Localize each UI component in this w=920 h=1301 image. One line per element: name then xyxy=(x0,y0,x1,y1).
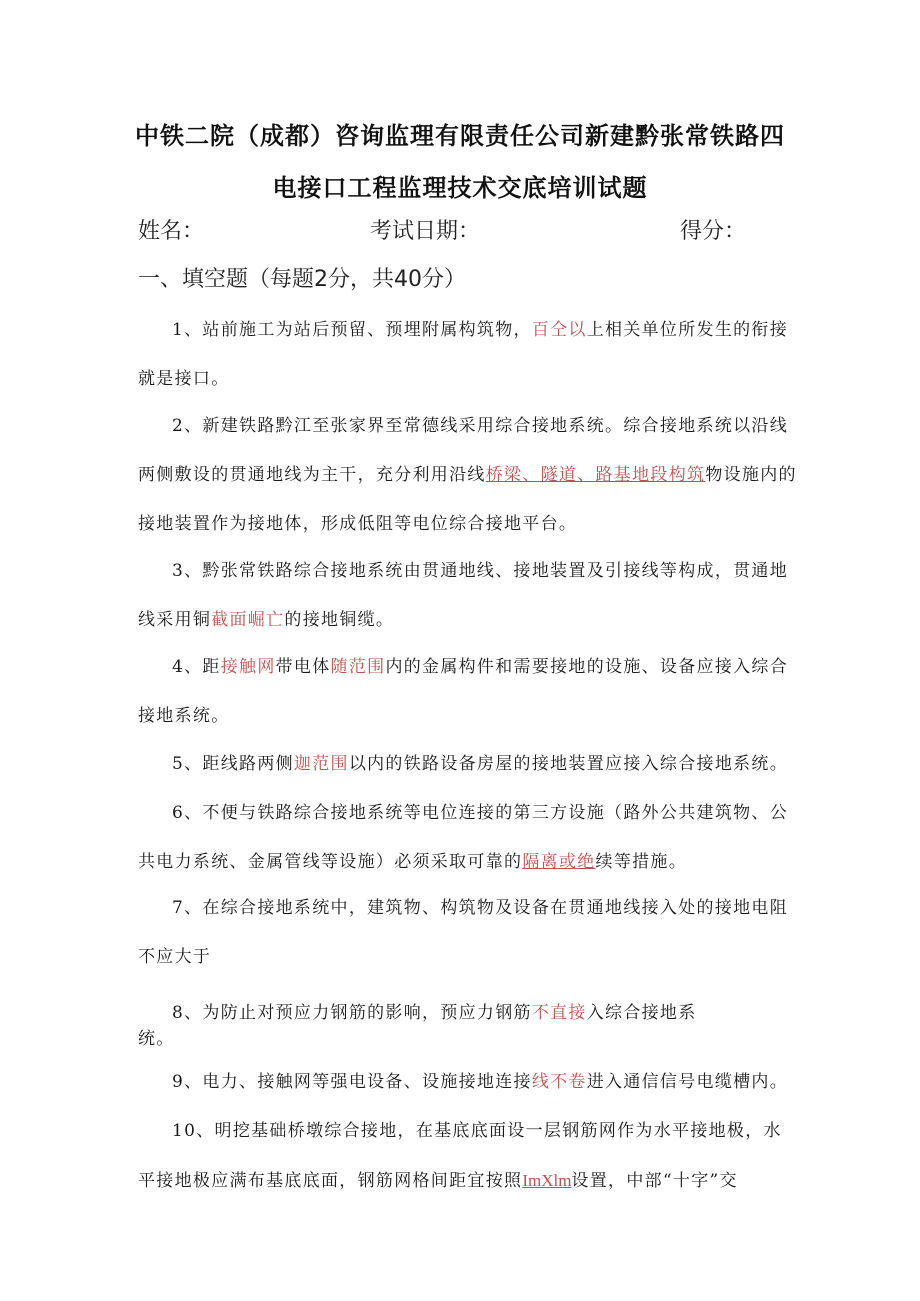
question-text: 物设施内的接地装置作为接地体，形成低阻等电位综合接地平台。 xyxy=(138,465,797,534)
answer-text: 线不卷 xyxy=(531,1072,587,1092)
question-text: 2、新建铁路黔江至张家界至常德线采用综合接地系统。综合接地系统以沿线两侧敷设的贯通地线为主干，充分利用沿线 xyxy=(138,416,789,485)
answer-text: 接触网 xyxy=(220,657,276,677)
question-text: 9、电力、接触网等强电设备、设施接地连接 xyxy=(172,1072,532,1092)
answer-text: 不直接 xyxy=(531,1003,587,1023)
question-text: 带电体 xyxy=(275,657,331,677)
question-text: 3、黔张常铁路综合接地系统由贯通地线、接地装置及引接线等构成，贯通地线采用铜 xyxy=(138,561,789,630)
exam-date-label: 考试日期： xyxy=(370,219,481,244)
question-text: 入综合接地系 xyxy=(586,1003,697,1023)
question-text: 5、距线路两侧 xyxy=(172,754,294,774)
question-4 xyxy=(138,643,798,741)
question-8 xyxy=(138,1000,798,1052)
question-3 xyxy=(138,547,798,645)
question-text: 续等措施。 xyxy=(595,852,688,872)
question-text: 10、明挖基础桥墩综合接地，在基底底面设一层钢筋网作为水平接地极，水平接地极应满布基底底面，钢筋网格间距宜按照 xyxy=(138,1121,782,1191)
question-text: 进入通信信号电缆槽内。 xyxy=(586,1072,789,1092)
answer-text: 随范围 xyxy=(330,657,386,677)
answer-text: 迦范围 xyxy=(293,754,349,774)
title-line-1: 中铁二院（成都）咨询监理有限责任公司新建黔张常铁路四 xyxy=(135,122,785,150)
section-heading: 一、填空题（每题2分，共40分） xyxy=(138,267,466,292)
answer-text: 截面崛亡 xyxy=(211,610,285,630)
title-line-2: 电接口工程监理技术交底培训试题 xyxy=(272,174,648,202)
answer-text: ImXlm xyxy=(522,1171,572,1190)
answer-text: 桥梁、隧道、路基地段构筑 xyxy=(485,465,706,485)
question-text: 8、为防止对预应力钢筋的影响，预应力钢筋 xyxy=(172,1003,532,1023)
question-7 xyxy=(138,884,798,982)
question-text: 1、站前施工为站后预留、预埋附属构筑物， xyxy=(172,320,532,340)
question-text: 内的金属构件和需要接地的设施、设备应接入综合接地系统。 xyxy=(138,657,789,726)
answer-text: 百仝以 xyxy=(531,320,587,340)
question-2 xyxy=(138,402,798,549)
question-10 xyxy=(138,1107,798,1206)
question-text: 6、不便与铁路综合接地系统等电位连接的第三方设施（路外公共建筑物、公共电力系统、金属管线等设施）必须采取可靠的 xyxy=(138,803,789,872)
score-label: 得分： xyxy=(680,219,747,244)
question-text: 设置，中部“十字”交 xyxy=(571,1171,738,1191)
question-5 xyxy=(138,740,798,789)
question-6 xyxy=(138,789,798,887)
question-text: 以内的铁路设备房屋的接地装置应接入综合接地系统。 xyxy=(348,754,789,774)
exam-info-row xyxy=(138,214,788,250)
question-text: 上相关单位所发生的衔接就是接口。 xyxy=(138,320,789,389)
question-9 xyxy=(138,1058,798,1107)
question-text: 统。 xyxy=(138,1029,175,1049)
name-label: 姓名： xyxy=(138,219,205,244)
question-1 xyxy=(138,306,798,404)
question-text: 4、距 xyxy=(172,657,221,677)
question-text: 的接地铜缆。 xyxy=(284,610,395,630)
question-text: 7、在综合接地系统中，建筑物、构筑物及设备在贯通地线接入处的接地电阻不应大于 xyxy=(138,898,789,967)
answer-text: 隔离或绝 xyxy=(522,852,596,872)
